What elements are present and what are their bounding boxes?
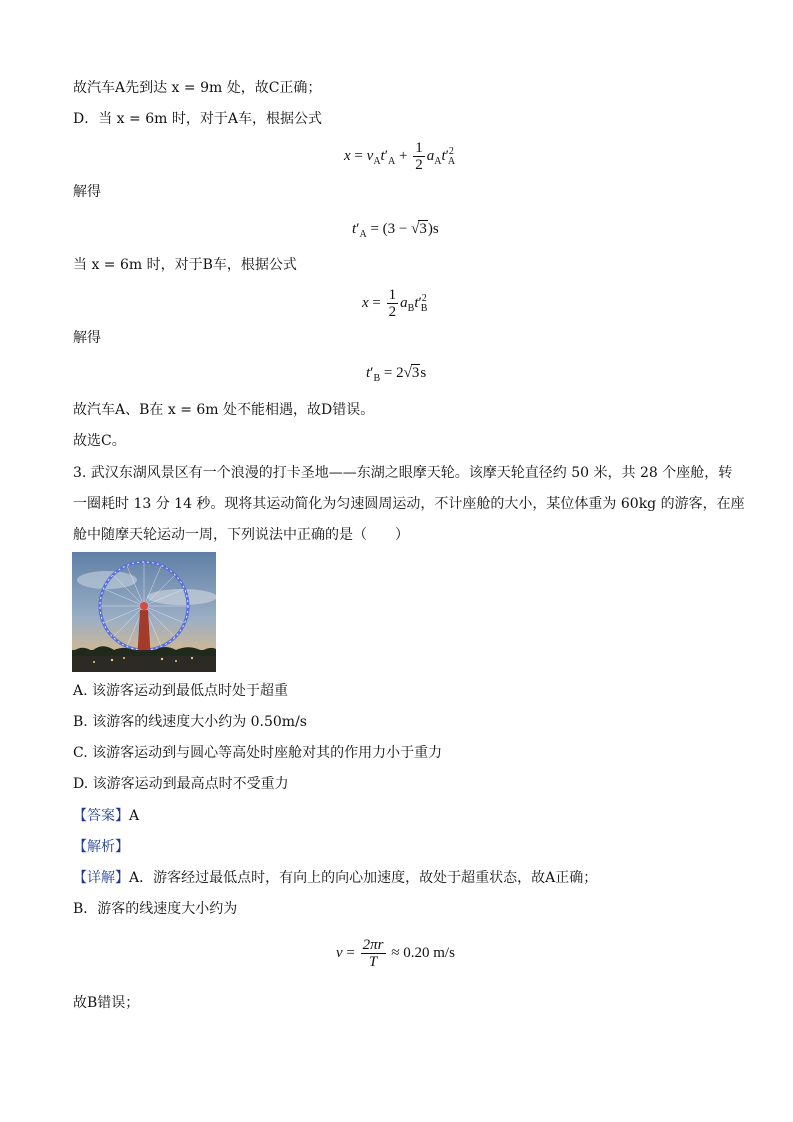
- text-line: 故汽车A、B在 x = 6m 处不能相遇，故D错误。: [73, 402, 375, 418]
- text-line: 解得: [73, 184, 101, 200]
- detail-line: [73, 868, 597, 888]
- answer-value: A: [129, 808, 140, 824]
- answer-tag: 【答案】: [73, 808, 129, 824]
- analysis-line: [73, 837, 129, 857]
- text-line: 故B错误；: [73, 995, 140, 1011]
- text-line: D．当 x = 6m 时，对于A车，根据公式: [73, 111, 322, 127]
- ferris-wheel-photo: [72, 552, 216, 672]
- question-3-line: 一圈耗时 13 分 14 秒。现将其运动简化为匀速圆周运动，不计座舱的大小，某位体重为 60kg 的游客，在座: [73, 496, 745, 512]
- equation-a-displacement: $x = v_At'_A$ + $\frac{1}{2}$ $a_At'^2_A$: [344, 140, 456, 173]
- option-d: D. 该游客运动到最高点时不受重力: [73, 776, 289, 792]
- equation-b-displacement: x = $\frac{1}{2}$ $a_Bt'^2_B$: [362, 287, 428, 320]
- question-3-line: 3. 武汉东湖风景区有一个浪漫的打卡圣地——东湖之眼摩天轮。该摩天轮直径约 50 米，共 28 个座舱，转: [73, 465, 733, 481]
- question-3-line: 舱中随摩天轮运动一周，下列说法中正确的是（ ）: [73, 527, 409, 543]
- detail-text: A．游客经过最低点时，有向上的向心加速度，故处于超重状态，故A正确；: [129, 870, 598, 886]
- equation-linear-speed: v = $\frac{2\pi r}{T}$ ≈ 0.20 m/s: [336, 937, 455, 970]
- option-c: C. 该游客运动到与圆心等高处时座舱对其的作用力小于重力: [73, 745, 443, 761]
- equation-a-time: $t'_A = (3 - √3)s$: [352, 221, 439, 240]
- text-line: 当 x = 6m 时，对于B车，根据公式: [73, 257, 297, 273]
- analysis-tag: 【解析】: [73, 839, 129, 855]
- option-b: B. 该游客的线速度大小约为 0.50m/s: [73, 714, 307, 730]
- text-line: 故汽车A先到达 x = 9m 处，故C正确；: [73, 80, 322, 96]
- equation-b-time: $t'_B = 2√3s$: [366, 365, 427, 384]
- text-line: 解得: [73, 330, 101, 346]
- text-line: B．游客的线速度大小约为: [73, 901, 238, 917]
- detail-tag: 【详解】: [73, 870, 129, 886]
- text-line: 故选C。: [73, 433, 126, 449]
- option-a: A. 该游客运动到最低点时处于超重: [73, 683, 289, 699]
- answer-line: [73, 806, 139, 826]
